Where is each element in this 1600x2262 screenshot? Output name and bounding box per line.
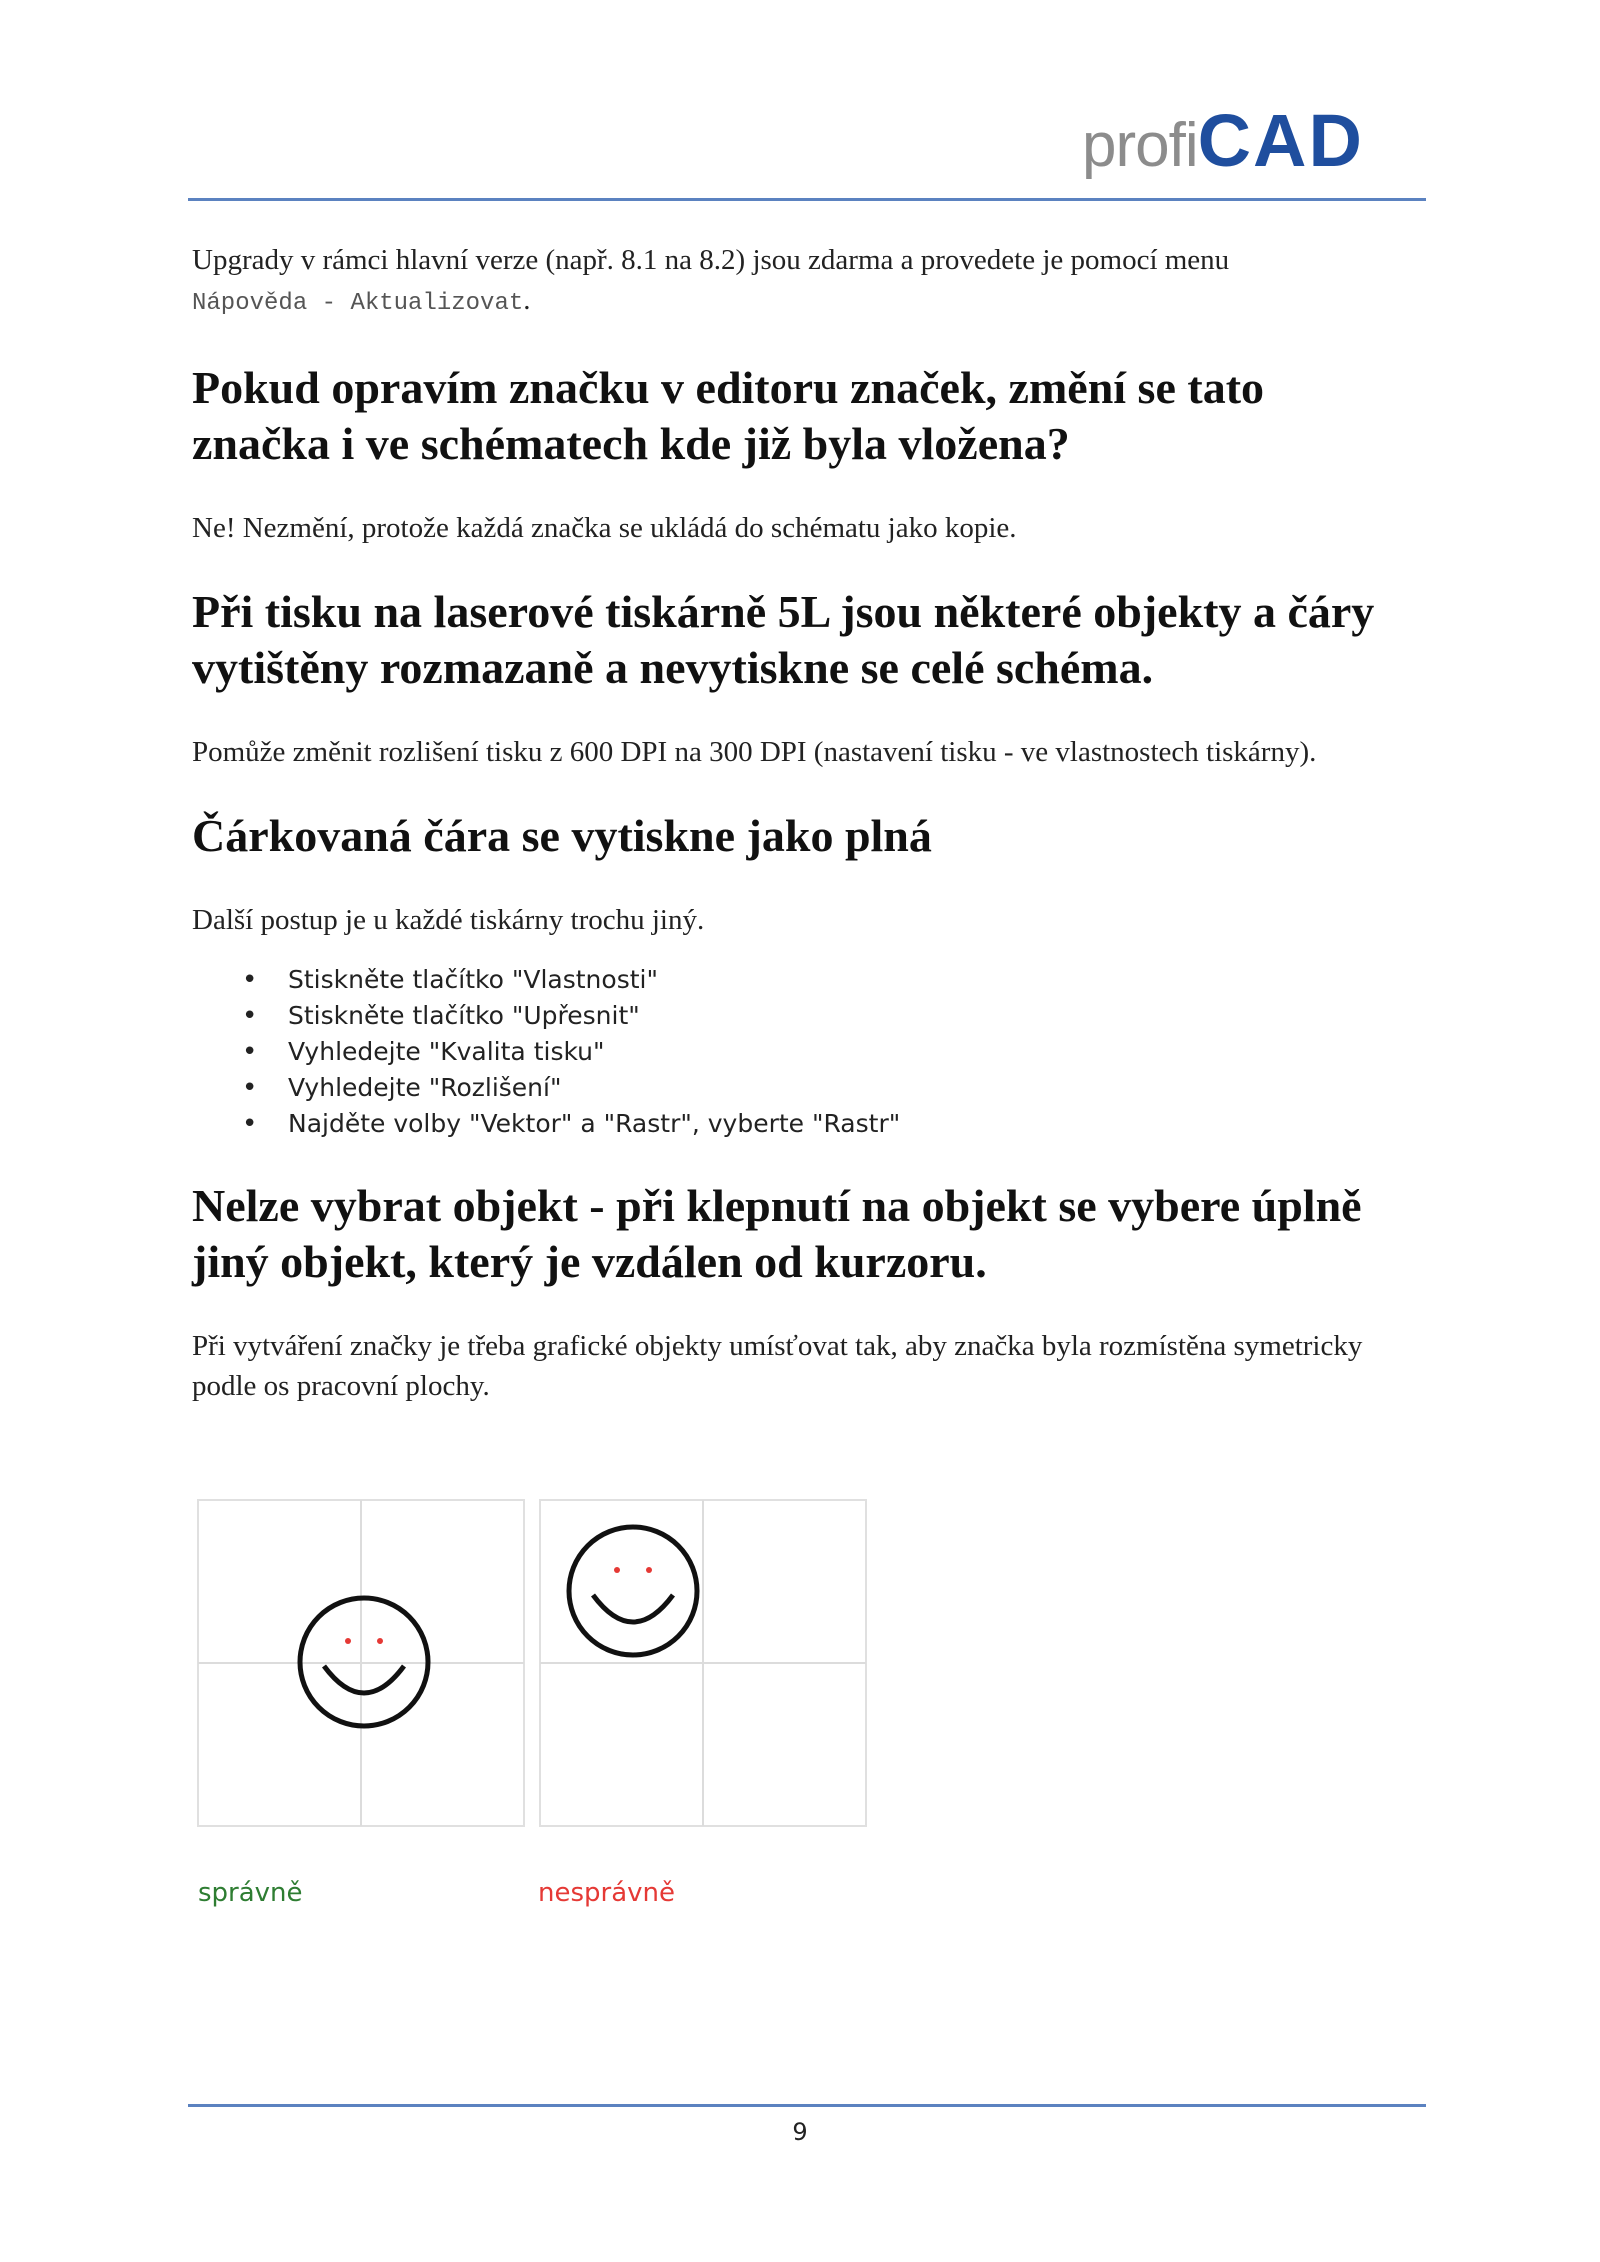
question-4-answer: Při vytváření značky je třeba grafické objekty umísťovat tak, aby značka byla rozmístěna symetricky podle os pracovní plochy. — [192, 1330, 1363, 1402]
menu-separator: - — [307, 290, 351, 317]
eye-dot — [377, 1638, 383, 1644]
question-4-heading: Nelze vybrat objekt - při klepnutí na objekt se vybere úplně jiný objekt, který je vzdálen od kurzoru. — [192, 1180, 1362, 1287]
incorrect-example-grid — [540, 1500, 866, 1826]
proficad-logo — [1082, 99, 1364, 182]
question-1-answer: Ne! Nezmění, protože každá značka se ukládá do schématu jako kopie. — [192, 512, 1017, 544]
footer-divider — [188, 2104, 1426, 2107]
page-number: 9 — [792, 2118, 808, 2146]
logo-text-cad: CAD — [1197, 99, 1364, 182]
list-item: • Vyhledejte "Rozlišení" — [192, 1070, 1412, 1106]
eye-dot — [614, 1567, 620, 1573]
caption-correct: správně — [198, 1878, 303, 1908]
smiley-symbol-offset — [569, 1527, 697, 1655]
question-2-heading: Při tisku na laserové tiskárně 5L jsou některé objekty a čáry vytištěny rozmazaně a nevytiskne se celé schéma. — [192, 586, 1375, 693]
eye-dot — [646, 1567, 652, 1573]
steps-list — [192, 962, 1412, 1142]
page-content — [192, 240, 1412, 1406]
intro-period: . — [523, 284, 531, 316]
header-divider — [188, 198, 1426, 201]
intro-text: Upgrady v rámci hlavní verze (např. 8.1 na 8.2) jsou zdarma a provedete je pomocí menu — [192, 244, 1230, 276]
question-1-heading: Pokud opravím značku v editoru značek, změní se tato značka i ve schématech kde již byla vložena? — [192, 362, 1265, 469]
correct-example-grid — [198, 1500, 524, 1826]
question-2-answer: Pomůže změnit rozlišení tisku z 600 DPI na 300 DPI (nastavení tisku - ve vlastnostech tiskárny). — [192, 736, 1317, 768]
question-3-answer: Další postup je u každé tiskárny trochu jiný. — [192, 904, 705, 936]
caption-incorrect: nesprávně — [538, 1878, 676, 1908]
menu-napoveda: Nápověda — [192, 290, 308, 317]
menu-aktualizovat: Aktualizovat — [350, 290, 524, 317]
logo-text-profi: profi — [1082, 111, 1198, 180]
list-item: • Stiskněte tlačítko "Upřesnit" — [192, 998, 1412, 1034]
eye-dot — [345, 1638, 351, 1644]
question-3-heading: Čárkovaná čára se vytiskne jako plná — [192, 810, 932, 861]
list-item: • Stiskněte tlačítko "Vlastnosti" — [192, 962, 1412, 998]
list-item: • Najděte volby "Vektor" a "Rastr", vyberte "Rastr" — [192, 1106, 1412, 1142]
intro-paragraph — [192, 240, 1412, 324]
symbol-placement-figure — [196, 1498, 876, 1838]
list-item: • Vyhledejte "Kvalita tisku" — [192, 1034, 1412, 1070]
